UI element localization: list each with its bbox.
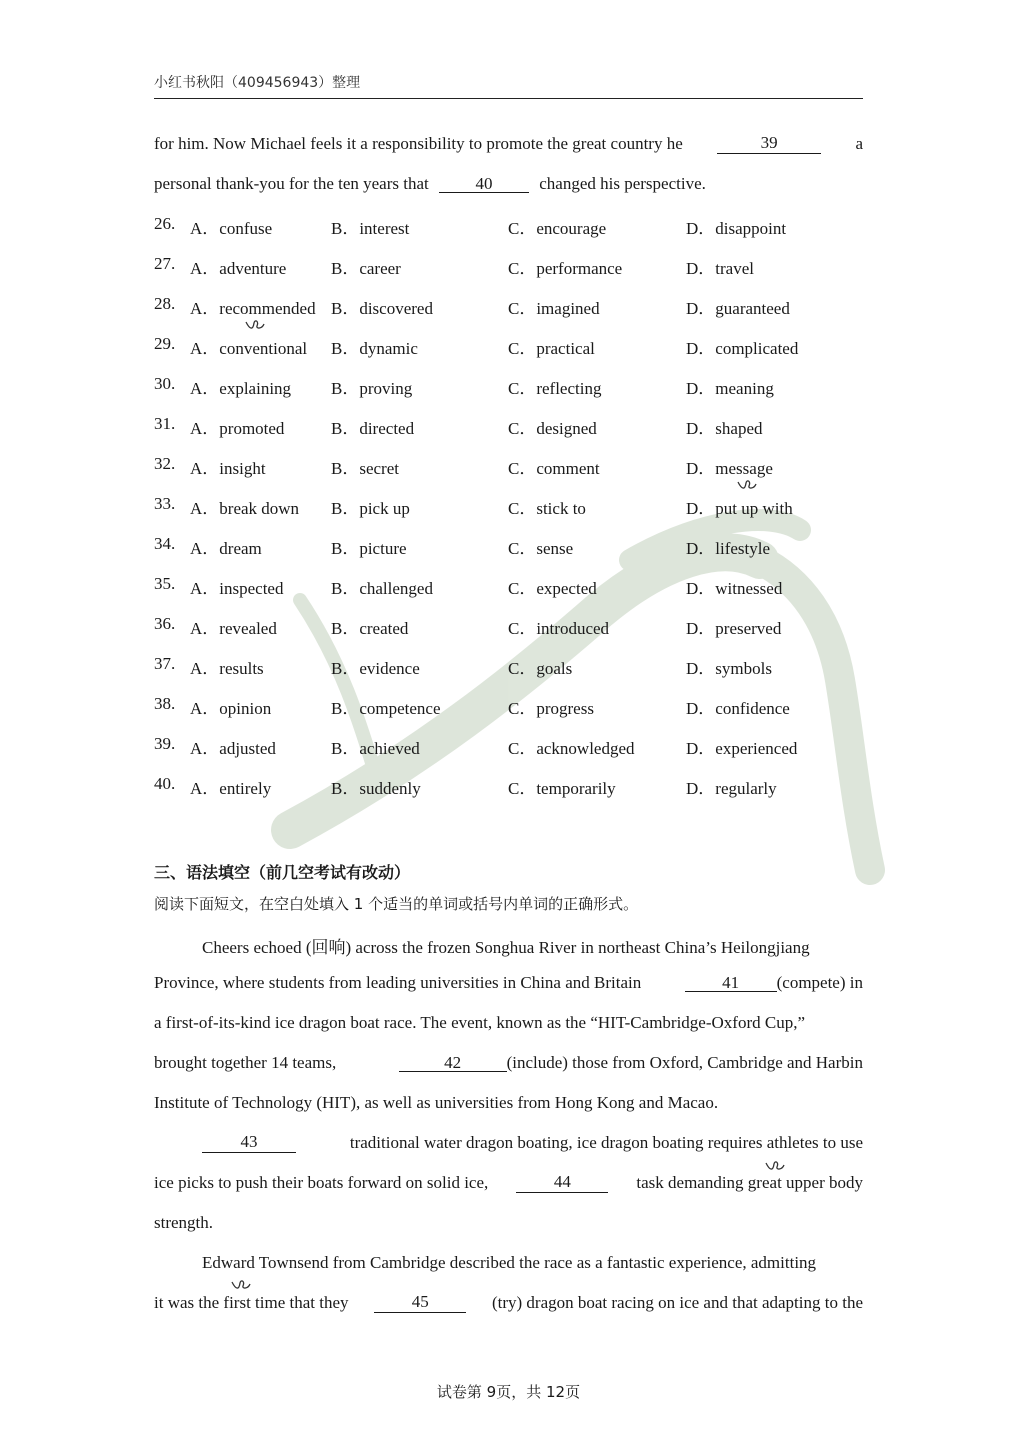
question-row: [154, 614, 863, 636]
option-a[interactable]: A．adventure: [190, 259, 287, 278]
grammar-text: brought together 14 teams,: [154, 1053, 337, 1072]
question-row: [154, 494, 863, 516]
section-instruction: 阅读下面短文，在空白处填入 1 个适当的单词或括号内单词的正确形式。: [154, 895, 639, 913]
option-d[interactable]: D．message: [686, 459, 773, 478]
grammar-text: Cheers echoed (回响) across the frozen Songhua River in northeast China’s Heilongjiang: [202, 938, 810, 957]
question-number: 27.: [154, 254, 176, 273]
option-c[interactable]: C．progress: [508, 699, 594, 718]
option-c[interactable]: C．stick to: [508, 499, 586, 518]
blank-40[interactable]: 40: [439, 175, 529, 193]
question-number: 37.: [154, 654, 176, 673]
pencil-mark-icon: [736, 478, 758, 492]
grammar-text: Edward Townsend from Cambridge described the race as a fantastic experience, admitting: [202, 1253, 817, 1272]
option-b[interactable]: B．competence: [331, 699, 441, 718]
option-a[interactable]: A．entirely: [190, 779, 272, 798]
question-row: [154, 734, 863, 756]
option-a[interactable]: A．inspected: [190, 579, 284, 598]
passage-text: personal thank-you for the ten years that: [154, 174, 429, 193]
question-number: 36.: [154, 614, 176, 633]
option-d[interactable]: D．travel: [686, 259, 754, 278]
option-d[interactable]: D．complicated: [686, 339, 799, 358]
option-c[interactable]: C．introduced: [508, 619, 610, 638]
option-a[interactable]: A．conventional: [190, 339, 308, 358]
grammar-line: [154, 1173, 863, 1193]
option-b[interactable]: B．career: [331, 259, 401, 278]
question-number: 40.: [154, 774, 176, 793]
option-c[interactable]: C．practical: [508, 339, 595, 358]
option-d[interactable]: D．lifestyle: [686, 539, 771, 558]
option-b[interactable]: B．achieved: [331, 739, 420, 758]
grammar-text: Province, where students from leading universities in China and Britain: [154, 973, 642, 992]
grammar-text: (compete) in: [776, 973, 863, 992]
question-row: [154, 454, 863, 476]
grammar-line: [202, 1133, 863, 1153]
question-number: 34.: [154, 534, 176, 553]
option-d[interactable]: D．experienced: [686, 739, 798, 758]
question-number: 28.: [154, 294, 176, 313]
option-d[interactable]: D．witnessed: [686, 579, 783, 598]
option-d[interactable]: D．symbols: [686, 659, 772, 678]
question-row: [154, 294, 863, 316]
option-b[interactable]: B．created: [331, 619, 409, 638]
option-b[interactable]: B．evidence: [331, 659, 420, 678]
option-a[interactable]: A．recommended: [190, 299, 316, 318]
question-row: [154, 534, 863, 556]
option-c[interactable]: C．designed: [508, 419, 597, 438]
grammar-text: Institute of Technology (HIT), as well as universities from Hong Kong and Macao.: [154, 1093, 719, 1112]
grammar-line: [154, 1013, 863, 1033]
grammar-line: [154, 1213, 863, 1233]
option-c[interactable]: C．imagined: [508, 299, 600, 318]
question-row: [154, 374, 863, 396]
grammar-text: ice picks to push their boats forward on solid ice,: [154, 1173, 489, 1192]
question-row: [154, 574, 863, 596]
option-c[interactable]: C．expected: [508, 579, 597, 598]
passage-text: for him. Now Michael feels it a responsibility to promote the great country he: [154, 134, 683, 153]
grammar-line: [202, 1253, 863, 1273]
option-c[interactable]: C．goals: [508, 659, 573, 678]
blank-42[interactable]: 42: [399, 1054, 507, 1072]
question-row: [154, 254, 863, 276]
option-c[interactable]: C．acknowledged: [508, 739, 635, 758]
question-number: 39.: [154, 734, 176, 753]
grammar-line: [154, 1093, 863, 1113]
option-b[interactable]: B．secret: [331, 459, 399, 478]
blank-41[interactable]: 41: [685, 974, 777, 992]
grammar-text: (try) dragon boat racing on ice and that adapting to the: [491, 1293, 863, 1312]
question-number: 35.: [154, 574, 176, 593]
question-number: 29.: [154, 334, 176, 353]
option-a[interactable]: A．results: [190, 659, 264, 678]
option-c[interactable]: C．temporarily: [508, 779, 616, 798]
option-b[interactable]: B．interest: [331, 219, 410, 238]
option-d[interactable]: D．meaning: [686, 379, 774, 398]
option-b[interactable]: B．proving: [331, 379, 413, 398]
grammar-text: a first-of-its-kind ice dragon boat race. The event, known as the “HIT-Cambridge-Oxford Cup,”: [154, 1013, 805, 1032]
option-c[interactable]: C．comment: [508, 459, 600, 478]
option-d[interactable]: D．shaped: [686, 419, 763, 438]
question-row: [154, 654, 863, 676]
option-d[interactable]: D．preserved: [686, 619, 782, 638]
option-a[interactable]: A．promoted: [190, 419, 285, 438]
grammar-line: [154, 973, 863, 993]
question-number: 32.: [154, 454, 176, 473]
question-number: 33.: [154, 494, 176, 513]
question-number: 31.: [154, 414, 176, 433]
question-number: 38.: [154, 694, 176, 713]
option-d[interactable]: D．regularly: [686, 779, 777, 798]
page-header: 小红书秋阳（409456943）整理: [154, 72, 863, 99]
grammar-line: [202, 933, 863, 958]
question-number: 30.: [154, 374, 176, 393]
option-d[interactable]: D．put up with: [686, 499, 793, 518]
option-a[interactable]: A．revealed: [190, 619, 277, 638]
option-d[interactable]: D．disappoint: [686, 219, 787, 238]
question-row: [154, 694, 863, 716]
question-row: [154, 774, 863, 796]
question-row: [154, 214, 863, 236]
grammar-text: it was the first time that they: [154, 1293, 349, 1312]
grammar-text: traditional water dragon boating, ice dragon boating requires athletes to use: [349, 1133, 863, 1152]
option-c[interactable]: C．encourage: [508, 219, 607, 238]
option-c[interactable]: C．performance: [508, 259, 623, 278]
blank-45[interactable]: 45: [374, 1293, 466, 1313]
question-row: [154, 414, 863, 436]
option-d[interactable]: D．confidence: [686, 699, 790, 718]
pencil-mark-icon: [230, 1278, 252, 1292]
page-footer: 试卷第 9页，共 12页: [436, 1383, 581, 1401]
grammar-line: [154, 1293, 863, 1313]
option-b[interactable]: B．directed: [331, 419, 415, 438]
option-a[interactable]: A．explaining: [190, 379, 292, 398]
question-number: 26.: [154, 214, 176, 233]
grammar-text: task demanding great upper body: [636, 1173, 863, 1192]
section-title: 三、语法填空（前几空考试有改动）: [154, 863, 411, 882]
grammar-text: (include) those from Oxford, Cambridge and Harbin: [506, 1053, 863, 1072]
blank-44[interactable]: 44: [516, 1173, 608, 1193]
option-c[interactable]: C．sense: [508, 539, 574, 558]
question-row: [154, 334, 863, 356]
option-b[interactable]: B．discovered: [331, 299, 433, 318]
option-d[interactable]: D．guaranteed: [686, 299, 790, 318]
option-a[interactable]: A．break down: [190, 499, 300, 518]
passage-line: [154, 134, 863, 154]
blank-43[interactable]: 43: [202, 1133, 296, 1153]
passage-line: [154, 174, 863, 194]
pencil-mark-icon: [244, 318, 266, 332]
option-a[interactable]: A．opinion: [190, 699, 272, 718]
pencil-mark-icon: [764, 1159, 786, 1173]
option-b[interactable]: B．dynamic: [331, 339, 418, 358]
option-b[interactable]: B．picture: [331, 539, 407, 558]
option-a[interactable]: A．adjusted: [190, 739, 276, 758]
option-b[interactable]: B．pick up: [331, 499, 410, 518]
grammar-text: strength.: [154, 1213, 214, 1232]
passage-text: a: [855, 134, 863, 153]
option-a[interactable]: A．confuse: [190, 219, 273, 238]
grammar-line: [154, 1053, 863, 1073]
option-a[interactable]: A．dream: [190, 539, 262, 558]
option-b[interactable]: B．challenged: [331, 579, 433, 598]
blank-39[interactable]: 39: [717, 134, 821, 154]
option-c[interactable]: C．reflecting: [508, 379, 602, 398]
option-b[interactable]: B．suddenly: [331, 779, 421, 798]
passage-text: changed his perspective.: [539, 174, 706, 193]
option-a[interactable]: A．insight: [190, 459, 266, 478]
